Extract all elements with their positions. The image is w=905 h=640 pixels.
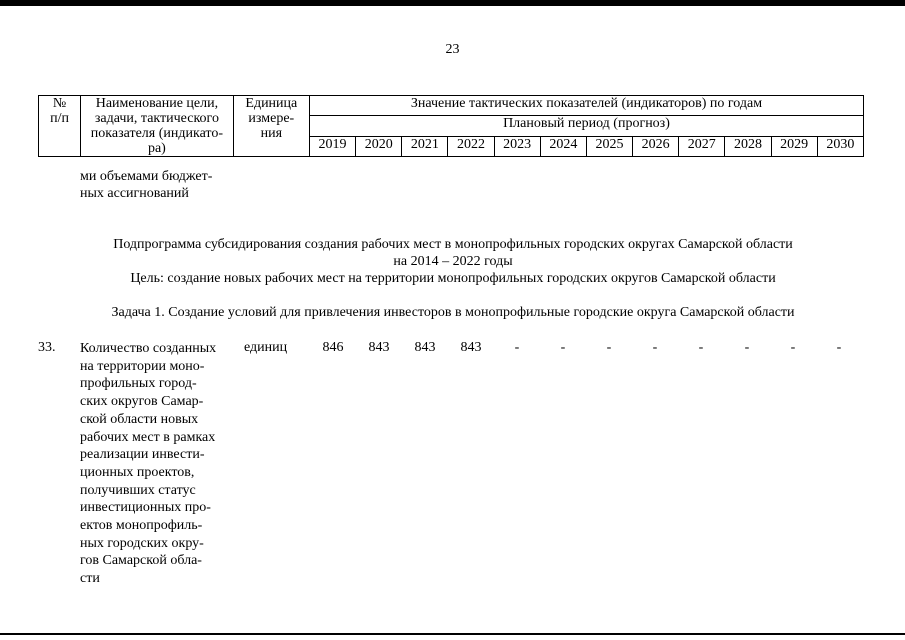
value-cell: -	[744, 340, 750, 355]
subprogram-title: Подпрограмма субсидирования создания рабочих мест в монопрофильных городских округах Самарской области на 2014 – 2022 годы	[113, 237, 793, 269]
unit-of-measure: единиц	[244, 340, 288, 355]
header-year: 2019	[309, 136, 355, 156]
header-year: 2025	[586, 136, 632, 156]
header-year: 2029	[771, 136, 817, 156]
page-number: 23	[445, 42, 460, 57]
goal-text: Цель: создание новых рабочих мест на территории монопрофильных городских округов Самарской области	[130, 271, 776, 286]
value-cell: 846	[322, 340, 344, 355]
value-cell: -	[790, 340, 796, 355]
row-number: 33.	[38, 340, 56, 355]
header-year: 2030	[817, 136, 863, 156]
value-cell: -	[652, 340, 658, 355]
task-text: Задача 1. Создание условий для привлечения инвесторов в монопрофильные городские округа Самарской области	[111, 305, 795, 320]
header-planning-period: Плановый период (прогноз)	[309, 116, 863, 136]
value-cell: -	[560, 340, 566, 355]
header-year: 2024	[540, 136, 586, 156]
indicator-name: Количество созданных на территории моно- профильных город- ских округов Самар- ской области новых рабочих мест в рамках реализации инвести- ционных проектов, получивших статус инвестиционных про- ектов монопрофиль- ных городских окру- гов Самарской обла- сти	[80, 341, 217, 587]
value-cell: 843	[414, 340, 436, 355]
header-year: 2023	[494, 136, 540, 156]
bottom-border	[0, 633, 905, 635]
value-cell: 843	[460, 340, 482, 355]
value-cell: -	[514, 340, 520, 355]
indicator-table-header	[38, 95, 864, 157]
header-unit-cell: Единица измере- ния	[233, 96, 309, 157]
value-cell: 843	[368, 340, 390, 355]
header-name-cell: Наименование цели, задачи, тактического показателя (индикато- ра)	[81, 96, 234, 157]
value-cell: -	[836, 340, 842, 355]
header-values-title: Значение тактических показателей (индикаторов) по годам	[309, 96, 863, 116]
header-year: 2027	[679, 136, 725, 156]
header-number-cell: № п/п	[39, 96, 81, 157]
value-cell: -	[698, 340, 704, 355]
header-year: 2022	[448, 136, 494, 156]
value-cell: -	[606, 340, 612, 355]
header-year: 2021	[402, 136, 448, 156]
header-year: 2028	[725, 136, 771, 156]
header-year: 2026	[633, 136, 679, 156]
carryover-text: ми объемами бюджет- ных ассигнований	[80, 169, 213, 201]
header-year: 2020	[356, 136, 402, 156]
top-border	[0, 0, 905, 6]
